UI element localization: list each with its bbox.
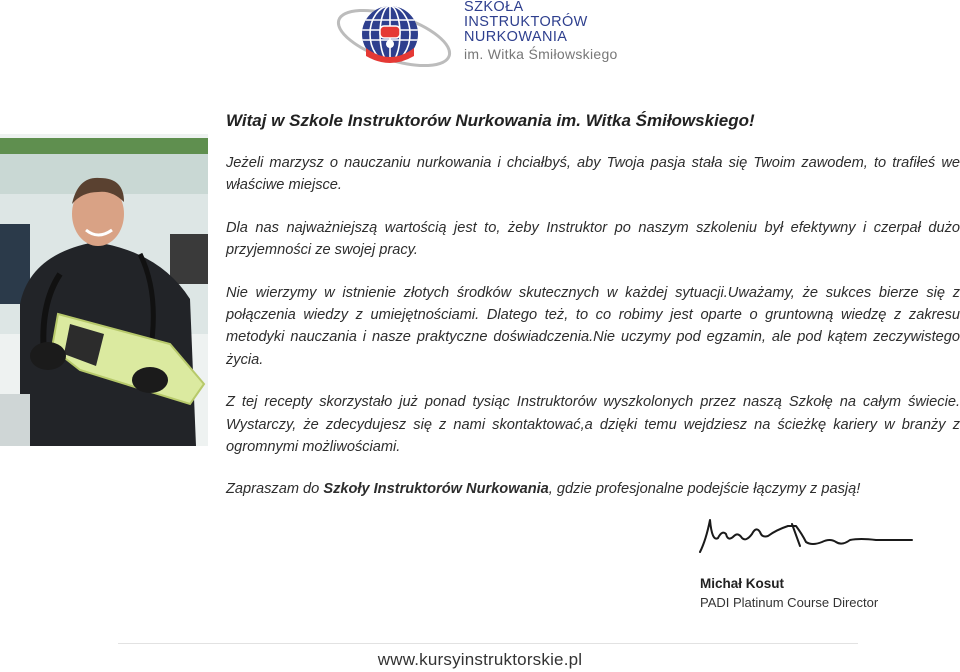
globe-diver-logo-icon: [334, 0, 459, 72]
logo-text: [464, 0, 618, 62]
signature-name: Michał Kosut: [700, 576, 785, 591]
paragraph-5-post: , gdzie profesjonalne podejście łączymy z pasją!: [548, 481, 861, 498]
paragraph-1: Jeżeli marzysz o nauczaniu nurkowania i chciałbyś, aby Twoja pasja stała się Twoim zawodem, to trafiłeś we właściwe miejsce.: [226, 155, 960, 194]
footer-divider: [118, 643, 858, 644]
paragraph-5-school-name: Szkoły Instruktorów Nurkowania: [323, 481, 549, 498]
paragraph-3: Nie wierzymy w istnienie złotych środków skutecznych w każdej sytuacji.Uważamy, że sukces bierze się z połączenia wiedzy z umiejętnościami. Dlatego też, to co robimy jest oparte o gruntowną wiedzę z zakresu metodyki nauczania i nasze praktyczne doświadczenia.Nie uczymy pod egzamin, ale pod kątem zeczywistego życia.: [226, 284, 960, 368]
logo-line-4: im. Witka Śmiłowskiego: [464, 46, 618, 62]
handwritten-signature-icon: [696, 512, 926, 560]
paragraph-4: Z tej recepty skorzystało już ponad tysiąc Instruktorów wyszkolonych przez naszą Szkołę na całym świecie. Wystarczy, że zdecydujesz się z nami skontaktować,a dzięki temu wejdziesz na ścieżkę kariery w branży z ogromnymi możliwościami.: [226, 394, 960, 456]
logo-line-3: NURKOWANIA: [464, 29, 568, 45]
logo-line-2: INSTRUKTORÓW: [464, 14, 588, 30]
paragraph-5: [226, 478, 960, 500]
school-logo: [334, 0, 654, 72]
logo-line-1: SZKOŁA: [464, 0, 524, 15]
page-title: Witaj w Szkole Instruktorów Nurkowania im. Witka Śmiłowskiego!: [226, 111, 755, 130]
welcome-letter: [226, 110, 960, 521]
website-link[interactable]: www.kursyinstruktorskie.pl: [377, 650, 583, 669]
diver-photo: [0, 134, 208, 446]
paragraph-5-pre: Zapraszam do: [226, 481, 324, 498]
signature-role: PADI Platinum Course Director: [700, 595, 879, 610]
paragraph-2: Dla nas najważniejszą wartością jest to, żeby Instruktor po naszym szkoleniu był efektywny i czerpał dużo przyjemności ze swojej pracy.: [226, 219, 960, 259]
